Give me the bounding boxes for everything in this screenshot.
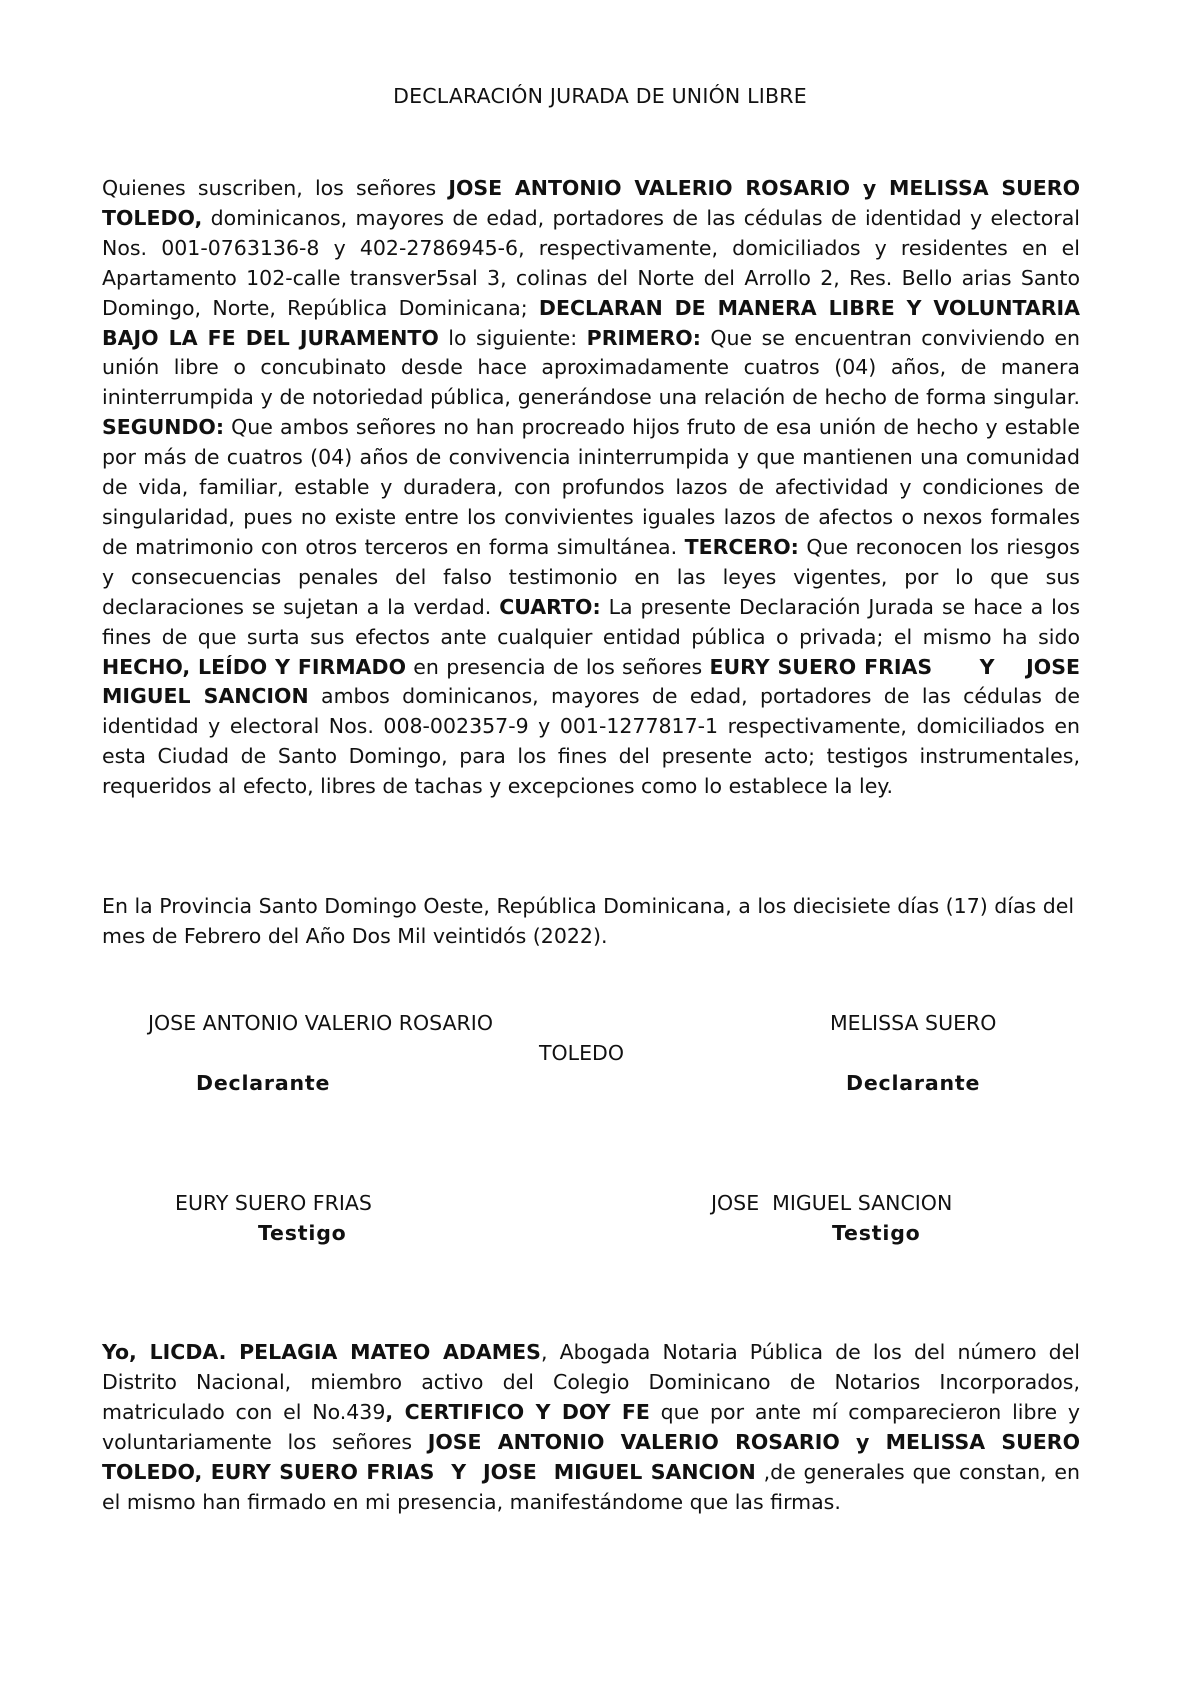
declaration-paragraph <box>102 174 1088 802</box>
clause-cuarto: CUARTO: <box>499 594 601 619</box>
text-run: Que ambos señores no han procreado hijos fruto de esa unión de hecho y estable por más de cuatros (04) años de convivencia ininterrumpida y que mantienen una comunidad de vida, familiar, estable y duradera, con profundos lazos de afectividad y condiciones de singularidad, pues no existe entre los convivientes iguales lazos de afectos o nexos formales de matrimonio con otros terceros en forma simultánea. <box>102 415 1080 559</box>
text-run: Que se encuentran conviviendo en unión libre o concubinato desde hace aproximadamente cuatros (04) años, de manera ininterrumpida y de notoriedad pública, generándose una relación de hecho de forma singular. <box>102 325 1080 410</box>
clause-segundo: SEGUNDO: <box>102 415 225 440</box>
text-run: ambos dominicanos, mayores de edad, portadores de las cédulas de identidad y electoral Nos. 008-002357-9 y 001-1277817-1 respectivamente, domiciliados en esta Ciudad de Santo Domingo, para los fines del presente acto; testigos instrumentales, requeridos al efecto, libres de tachas y excepciones como lo establece la ley. <box>102 684 1080 799</box>
text-run: La presente Declaración Jurada se hace a los fines de que surta sus efectos ante cualquier entidad pública o privada; el mismo ha sido <box>102 594 1081 649</box>
hecho-leido-firmado: HECHO, LEÍDO Y FIRMADO <box>102 654 406 679</box>
declaration-statement: DECLARAN DE MANERA LIBRE Y VOLUNTARIA BAJO LA FE DEL JURAMENTO <box>102 295 1081 350</box>
text-run: en presencia de los señores <box>406 654 710 679</box>
certifico-doy-fe: , CERTIFICO Y DOY FE <box>385 1399 650 1424</box>
witness2-role: Testigo <box>832 1221 921 1245</box>
text-run: dominicanos, mayores de edad, portadores de las cédulas de identidad y electoral Nos. 001-0763136-8 y 402-2786945-6, respectivamente, domiciliados y residentes en el Apartamento 102-calle transver5sal 3, colinas del Norte del Arrollo 2, Res. Bello arias Santo Domingo, Norte, República Dominicana; <box>102 205 1080 320</box>
clause-tercero: TERCERO: <box>684 534 799 559</box>
witnesses-names: EURY SUERO FRIAS Y JOSE MIGUEL SANCION <box>102 654 1088 709</box>
text-run: ,de generales que constan, en el mismo han firmado en mi presencia, manifestándome que las firmas. <box>102 1459 1081 1514</box>
witness2-name: JOSE MIGUEL SANCION <box>711 1191 953 1215</box>
text-run: Quienes suscriben, los señores <box>102 176 449 200</box>
document-title: DECLARACIÓN JURADA DE UNIÓN LIBRE <box>393 84 807 108</box>
declarant2-name: MELISSA SUERO <box>830 1011 997 1035</box>
witness1-role: Testigo <box>258 1221 347 1245</box>
text-run: que por ante mí comparecieron libre y voluntariamente los señores <box>102 1399 1080 1454</box>
clause-primero: PRIMERO: <box>586 325 701 350</box>
witness1-name: EURY SUERO FRIAS <box>175 1191 372 1215</box>
text-run: , Abogada Notaria Pública de los del número del Distrito Nacional, miembro activo del Colegio Dominicano de Notarios Incorporados, matriculado con el No.439 <box>102 1340 1080 1424</box>
parties-names: JOSE ANTONIO VALERIO ROSARIO y MELISSA SUERO TOLEDO, EURY SUERO FRIAS Y JOSE MIGUEL SANCION <box>102 1429 1088 1484</box>
place-date-paragraph: En la Provincia Santo Domingo Oeste, República Dominicana, a los diecisiete días (17) días del mes de Febrero del Año Dos Mil veintidós (2022). <box>102 894 1075 948</box>
text-run: Que reconocen los riesgos y consecuencias penales del falso testimonio en las leyes vigentes, por lo que sus declaraciones se sujetan a la verdad. <box>102 534 1080 619</box>
notary-certification-paragraph <box>102 1338 1088 1517</box>
text-run: lo siguiente: <box>438 325 587 350</box>
declarant1-role: Declarante <box>196 1071 331 1095</box>
declarant2-name-continued: TOLEDO <box>539 1041 624 1065</box>
declarants-names: JOSE ANTONIO VALERIO ROSARIO y MELISSA SUERO TOLEDO, <box>102 176 1081 230</box>
declarant1-name: JOSE ANTONIO VALERIO ROSARIO <box>148 1011 493 1035</box>
declarant2-role: Declarante <box>846 1071 981 1095</box>
notary-name: Yo, LICDA. PELAGIA MATEO ADAMES <box>102 1340 541 1364</box>
